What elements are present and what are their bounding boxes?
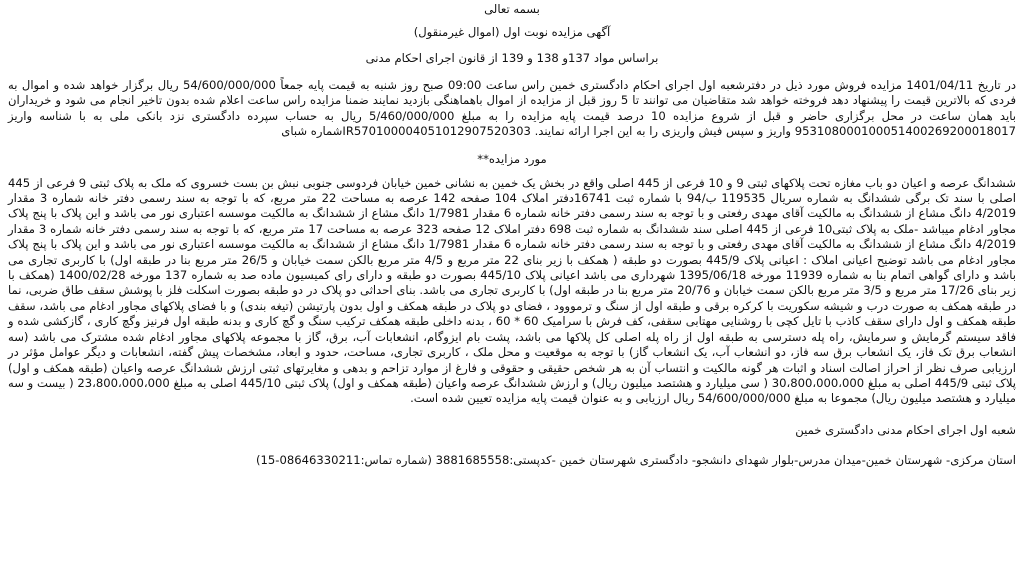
property-description: ششدانگ عرصه و اعیان دو باب مغازه تحت پلاکهای ثبتی 9 و 10 فرعی از 445 اصلی واقع در بخش یک خمین به نشانی خمین خیابان فردوسی جنوبی نبش بن بست خسروی که ملک به پلاک ثبتی 9 فرعی از 445 اصلی با سند تک برگی ششدانگ به شماره سریال 119535 ب/94 با شماره ثبت 16741دفتر املاک 104 صفحه 142 عرصه به مساحت 22 متر مربع، که با توجه به سند رسمی دفتر خانه شماره 3 مقدار 4/2019 دانگ مشاع از ششدانگ به مالکیت آقای مهدی رفعتی و با توجه به سند رسمی دفتر خانه شماره 6 مقدار 1/7981 دانگ مشاع از ششدانگ به مالکیت موسسه اعتباری نور می باشد و این پلاک با پنج پلاک مجاور ادغام میباشد -ملک به پلاک ثبتی10 فرعی از 445 اصلی سند ششدانگ به شماره ثبت 698 دفتر املاک 12 صفحه 323 عرصه به مساحت 17 متر مربع، که با توجه به سند رسمی دفتر خانه شماره 3 مقدار 4/2019 دانگ مشاع از ششدانگ به مالکیت آقای مهدی رفعتی و با توجه به سند رسمی دفتر خانه شماره 6 مقدار 1/7981 دانگ مشاع از ششدانگ به مالکیت موسسه اعتباری نور می باشد و این پلاک با پنج پلاک مجاور ادغام می باشد توضیح اعیانی املاک : اعیانی پلاک 445/9 بصورت دو طبقه ( همکف با زیر بنای 22 متر مربع و 4/5 متر مربع بالکن سمت خیابان و 26/5 متر مربع بنا در طبقه اول) با کاربری تجاری می باشد و دارای گواهی اتمام بنا به شماره 11939 مورخه 1395/06/18 شهرداری می باشد اعیانی پلاک 445/10 بصورت دو طبقه و دارای رای کمیسیون ماده صد به شماره 137 مورخه 1400/02/28 (همکف با زیر بنای 17/26 متر مربع و 3/5 متر مربع بالکن سمت خیابان و 20/76 متر مربع بنا در طبقه اول) با کاربری تجاری می باشد. بنای احداثی دو پلاک در دو طبقه بصورت اسکلت فلز با پوشش سقف طاق ضربی، نما در طبقه همکف به صورت درب و شیشه سکوریت با کرکره برقی و طبقه اول از سنگ و ترمووود ، فضای دو پلاک در طبقه همکف و اول بدون پارتیشن (تیغه بندی) و با فضای پلاکهای مجاور ادغام می باشد، سقف طبقه همکف و اول دارای سقف کاذب با تایل کچی با روشنایی مهتابی سقفی، کف فرش با سرامیک 60 * 60 ، بدنه داخلی طبقه همکف ترکیب سنگ و گچ کاری و بدنه طبقه اول فرنیز وگچ کاری ، گازکشی شده و فاقد سیستم گرمایش و سرمایش، راه پله دسترسی به طبقه اول از راه پله اصلی کل پلاکها می باشد، پشت بام ایزوگام، انشعابات آب، برق، گاز با مجموعه پلاکهای مجاور ادغام شده مشترک می باشد (سه انشعاب برق تک فاز، یک انشعاب برق سه فاز، دو انشعاب آب، یک انشعاب گاز) با توجه به موقعیت و محل ملک ، کاربری تجاری، مساحت، حدود و ابعاد، مشخصات پیش گفته، انشعابات و دیگر عوامل مؤثر در ارزیابی صرف نظر از احراز اصالت اسناد و اثبات هر گونه مالکیت و انتساب آن به هر شخص حقیقی و حقوقی و فارغ از موارد تزاحم و بدهی و مغایرتهای ثبتی ارزش ششدانگ عرصه واعیان (طبقه همکف و اول) پلاک ثبتی 445/9 اصلی به مبلغ 30،800،000،000 ( سی میلیارد و هشتصد میلیون ریال) و ارزش ششدانگ عرصه واعیان (طبقه همکف و اول) پلاک ثبتی 445/10 اصلی به مبلغ 23،800،000،000 ( بیست و سه میلیارد و هشتصد میلیون ریال) مجموعا به مبلغ 54/600/000/000 ریال ارزیابی و به عنوان قیمت پایه مزایده تعیین شده است.: [8, 175, 1017, 406]
notice-title: آگهی مزایده نوبت اول (اموال غیرمنقول): [413, 25, 611, 39]
contact-address: استان مرکزی- شهرستان خمین-میدان مدرس-بلوار شهدای دانشجو- دادگستری شهرستان خمین -کدپستی:3881685558 (شماره تماس:08646330211-15): [255, 452, 1016, 467]
section-title: مورد مزایده**: [477, 151, 547, 166]
legal-basis: براساس مواد 137و 138 و 139 از قانون اجرای احکام مدنی: [365, 51, 659, 65]
signature: شعبه اول اجرای احکام مدنی دادگستری خمین: [795, 422, 1016, 437]
intro-paragraph: در تاریخ 1401/04/11 مزایده فروش مورد ذیل در دفترشعبه اول اجرای احکام دادگستری خمین راس ساعت 09:00 صبح روز شنبه به قیمت پایه جمعاً 54/600/000/000 ریال برگزار خواهد شده و اموال به فردی که بالاترین قیمت را پیشنهاد دهد فروخته خواهد شد متقاضیان می توانند تا 5 روز قبل از مزایده از اموال باهماهنگی بازدید نمایند ضمنا مزایده راس ساعت اعلام شده بدون تاخیر انجام می شود و خریداران باید همان ساعت در محل برگزاری حاضر و قبل از شروع مزایده 10 درصد قیمت پایه مزایده را به مبلغ 5/460/000/000 ریال به حساب سپرده دادگستری نزد بانکی ملی به با شناسه واریز 953108000100051400269200018017 واریز و سپس فیش واریزی را به این اجرا ارائه نمایند. IR570100004051012907520303شماره شبای: [8, 78, 1017, 139]
bismillah: بسمه تعالی: [484, 2, 540, 16]
